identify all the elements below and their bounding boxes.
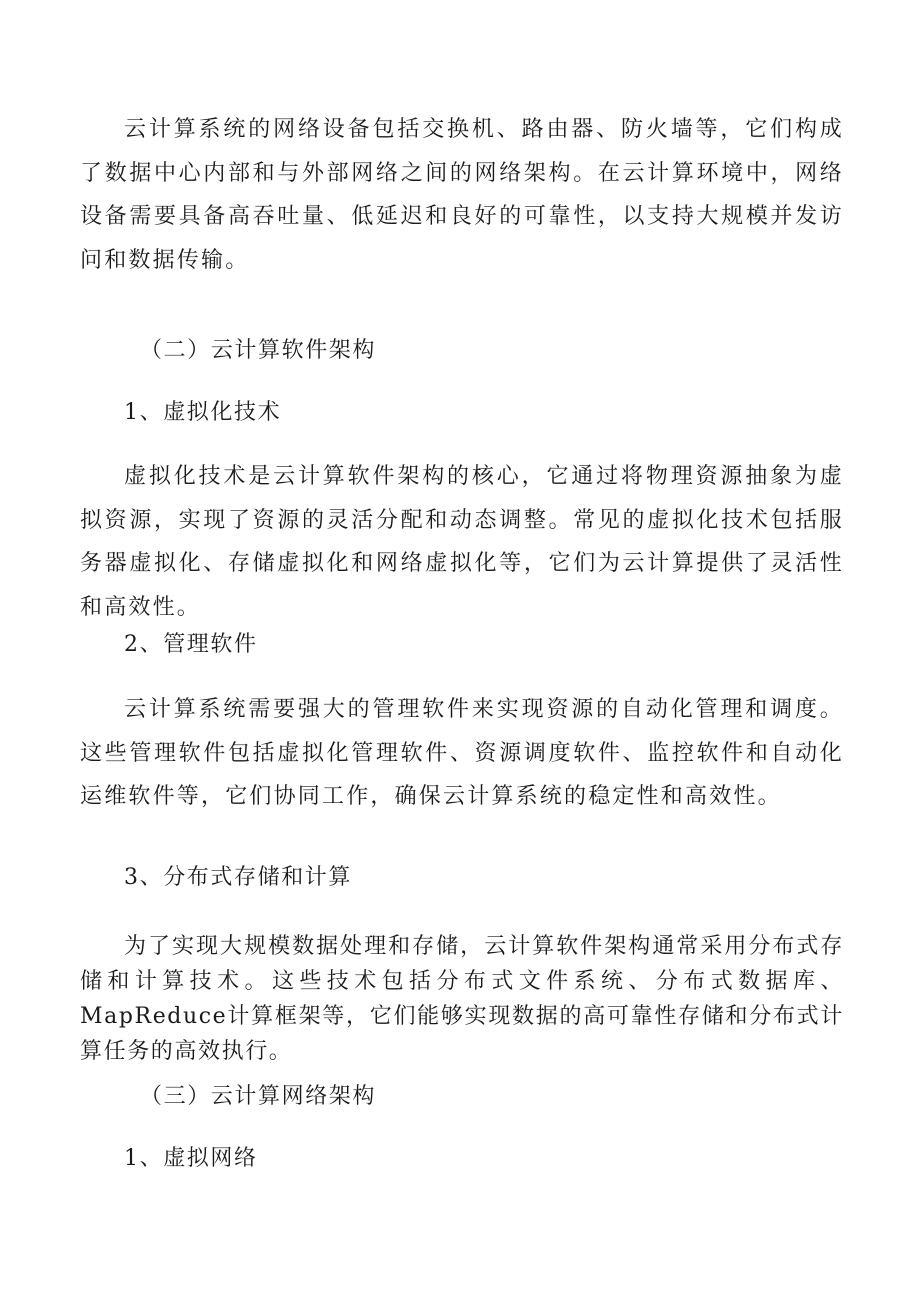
section-heading-network-architecture: （三）云计算网络架构 bbox=[140, 1084, 377, 1109]
paragraph-distributed-storage: 为了实现大规模数据处理和存储，云计算软件架构通常采用分布式存储和计算技术。这些技术包括分布式文件系统、分布式数据库、MapReduce计算框架等，它们能够实现数据的高可靠性存储和分布式计算任务的高效执行。 bbox=[80, 934, 844, 1064]
section-heading-software-architecture: （二）云计算软件架构 bbox=[140, 338, 377, 363]
paragraph-virtualization: 虚拟化技术是云计算软件架构的核心，它通过将物理资源抽象为虚拟资源，实现了资源的灵活分配和动态调整。常见的虚拟化技术包括服务器虚拟化、存储虚拟化和网络虚拟化等，它们为云计算提供了灵活性和高效性。 bbox=[80, 464, 844, 620]
paragraph-network-devices: 云计算系统的网络设备包括交换机、路由器、防火墙等，它们构成了数据中心内部和与外部网络之间的网络架构。在云计算环境中，网络设备需要具备高吞吐量、低延迟和良好的可靠性，以支持大规模并发访问和数据传输。 bbox=[80, 117, 844, 273]
subheading-virtual-network: 1、虚拟网络 bbox=[124, 1146, 258, 1171]
subheading-management-software: 2、管理软件 bbox=[124, 632, 258, 657]
subheading-virtualization-technology: 1、虚拟化技术 bbox=[124, 400, 282, 425]
paragraph-management-software: 云计算系统需要强大的管理软件来实现资源的自动化管理和调度。这些管理软件包括虚拟化管理软件、资源调度软件、监控软件和自动化运维软件等，它们协同工作，确保云计算系统的稳定性和高效性。 bbox=[80, 697, 844, 809]
subheading-distributed-storage-computing: 3、分布式存储和计算 bbox=[124, 865, 352, 890]
